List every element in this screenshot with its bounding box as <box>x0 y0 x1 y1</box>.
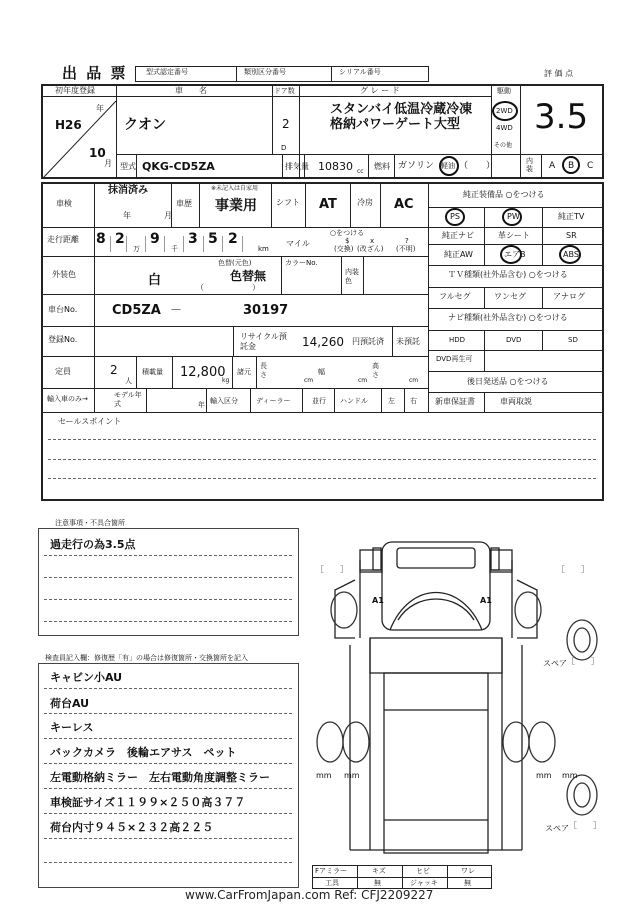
vehicle-history: 事業用 <box>215 198 257 214</box>
watermark: www.CarFromJapan.com Ref: CFJ2209227 <box>185 888 434 902</box>
repaint-status: 色替無 <box>230 269 267 283</box>
doors-value: 2 <box>282 117 290 131</box>
car-name-label: 車 名 <box>175 86 207 95</box>
mileage-digit-2: 2 <box>115 231 125 247</box>
drive-4wd: 4WD <box>496 124 513 132</box>
grade-label: グ レ ー ド <box>360 86 400 95</box>
damage-mark-right: A1 <box>480 596 492 605</box>
sales-point-label: セールスポイント <box>58 417 122 426</box>
mileage-digit-5: 5 <box>208 231 218 247</box>
car-name: クオン <box>124 117 166 133</box>
notes-label: 注意事項・不具合箇所 <box>55 519 125 527</box>
passenger-capacity: 2 <box>110 363 118 377</box>
ac-value: AC <box>394 197 414 212</box>
inspector-line-5: 左電動格納ミラー 左右電動角度調整ミラー <box>50 771 270 784</box>
displacement: 10830 <box>318 160 353 173</box>
inspector-line-6: 車検証サイズ１１９９×２５０高３７７ <box>50 796 246 809</box>
first-reg-month: 10 <box>89 146 106 160</box>
doors-label: ドア数 <box>274 87 295 95</box>
mileage-digit-4: 3 <box>188 231 198 247</box>
interior-circle <box>562 156 580 174</box>
rating-label: 評 価 点 <box>544 69 574 78</box>
shaken-status: 抹消済み <box>108 185 148 196</box>
interior-grade: B <box>568 161 575 171</box>
mileage-digit-3: 9 <box>150 231 160 247</box>
fuel-circle <box>439 156 459 176</box>
mileage-digit-1: 8 <box>96 231 106 247</box>
exterior-color: 白 <box>148 273 162 288</box>
fuel-light-oil: 軽油 <box>441 162 455 170</box>
auction-sheet: 出 品 票 型式認定番号 類別区分番号 シリアル番号 評 価 点 初年度登録 H26 年 10 月 車 名 クオン ドア数 2 D グ レ ー ド スタンバイ低温冷蔵冷凍格納パワーゲート大型 駆動 2WD 4WD その他 型式 QKG-CD5ZA 排気量 10830 cc 燃料 ガソリン 軽油 （ ） 3.5 内装 A B C 車検 抹消済み 年 月 車歴 ※未記入は自家用 事業用 シフト AT 冷房 AC 走行距離 8 2 万 9 千 3 5 2 km マイル ○をつける $ (交換) x (改ざん) ? (不明) 外装色 白 色替(元色) 色替無 （ ） カラーNo. 内装色 車台No. CD5ZA － 30197 登録No. リサイクル預託金 14,260 円預託済 未預託 定員 2 人 積載量 12,800 kg 諸元 長さ cm 幅 cm 高さ cm 輸入車のみ→ モデル年式 年 輸入区分 ディーラー 並行 ハンドル 左 右 純正装備品 ○をつける PS PW 純正TV 純正ナビ 革シート SR 純正AW エアB ABS ＴＶ種類(社外品含む) ○をつける フルセグ ワンセグ アナログ ナビ種類(社外品含む) ○をつける HDD DVD SD DVD再生可 後日発送品 ○をつける 新車保証書 車両取説 セールスポイント 注意事項・不具合箇所 過走行の為3.5点 検査員記入欄：修復歴「有」の場合は修復箇所・交換箇所を記入 キャビン小AU 荷台AU キーレス バックカメラ 後輪エアサス ペット 左電動格納ミラー 左右電動角度調整ミラー 車検証サイズ１１９９×２５０高３７７ 荷台内寸９４５×２３２高２２５ A1 A1 ［ ］ ［ ］ スペア ［ ］ mm mm mm mm スペア ［ ］ Fアミラー キズ ヒビ ワレ 工具 無 ジャッキ 無 www.CarFromJapan.com Ref: CFJ2209227 <box>0 0 640 905</box>
equip-airbag: エアB <box>504 250 526 259</box>
mileage-digit-6: 2 <box>228 231 238 247</box>
inspector-line-7: 荷台内寸９４５×２３２高２２５ <box>50 821 214 834</box>
recycle-amount: 14,260 <box>302 335 344 349</box>
equip-ps: PS <box>450 212 460 221</box>
load-capacity: 12,800 <box>180 365 226 380</box>
grade-value: スタンバイ低温冷蔵冷凍格納パワーゲート大型 <box>330 102 473 132</box>
inspector-line-2: 荷台AU <box>50 697 90 710</box>
chassis-prefix: CD5ZA <box>112 303 161 318</box>
type-cert-label: 型式認定番号 <box>146 68 188 76</box>
class-no-label: 類別区分番号 <box>244 68 286 76</box>
drive-2wd: 2WD <box>496 107 513 115</box>
chassis-number: 30197 <box>243 303 289 318</box>
sheet-title: 出 品 票 <box>62 64 128 82</box>
serial-no-label: シリアル番号 <box>339 68 381 76</box>
inspector-label: 検査員記入欄：修復歴「有」の場合は修復箇所・交換箇所を記入 <box>45 654 248 662</box>
first-reg-year: H26 <box>55 118 82 132</box>
model-code: QKG-CD5ZA <box>142 160 215 173</box>
first-reg-label: 初年度登録 <box>55 86 95 95</box>
overall-score: 3.5 <box>534 97 589 137</box>
inspector-line-3: キーレス <box>50 721 94 734</box>
inspector-line-1: キャビン小AU <box>50 671 123 684</box>
drive-circle <box>492 101 518 121</box>
shift-value: AT <box>319 197 337 212</box>
drive-other: その他 <box>494 142 513 149</box>
fuel-gasoline: ガソリン <box>398 161 435 171</box>
inspector-line-4: バックカメラ 後輪エアサス ペット <box>50 746 237 759</box>
equip-pw: PW <box>507 212 520 221</box>
notes-line-1: 過走行の為3.5点 <box>50 538 136 551</box>
damage-mark-left: A1 <box>372 596 384 605</box>
equip-abs: ABS <box>563 250 579 259</box>
